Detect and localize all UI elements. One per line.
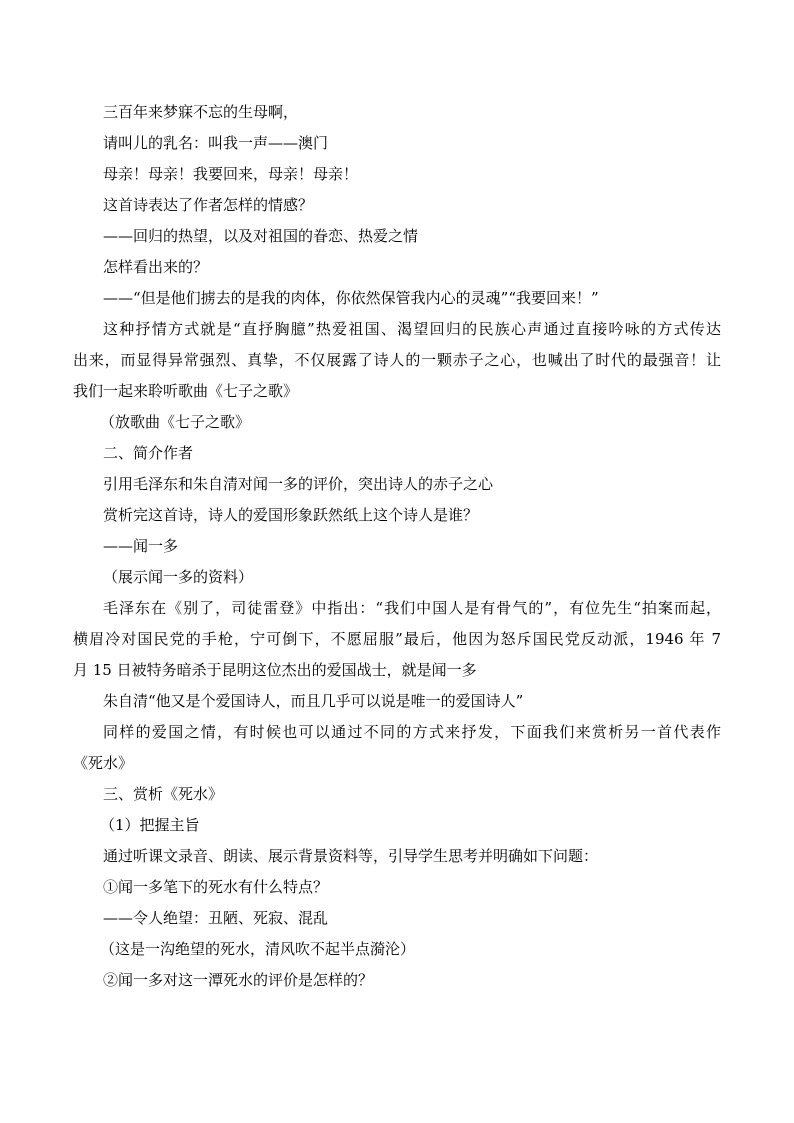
section-heading-2: 二、简介作者	[103, 444, 194, 462]
paragraph-line: 这种抒情方式就是“直抒胸臆”热爱祖国、渴望回归的民族心声通过直接吟咏的方式传达	[103, 320, 721, 338]
quote-note: （这是一沟绝望的死水，清风吹不起半点漪沦）	[100, 940, 416, 958]
question-2: ②闻一多对这一潭死水的评价是怎样的？	[103, 971, 374, 989]
paragraph-line: 同样的爱国之情，有时候也可以通过不同的方式来抒发，下面我们来赏析另一首代表作	[103, 723, 721, 741]
answer-how: ——“但是他们掳去的是我的肉体，你依然保管我内心的灵魂”“我要回来！”	[103, 289, 599, 307]
paragraph-line: 出来，而显得异常强烈、真挚，不仅展露了诗人的一颗赤子之心，也喊出了时代的最强音！让	[73, 351, 721, 369]
paragraph-line: 我们一起来聆听歌曲《七子之歌》	[73, 382, 299, 400]
paragraph-line: 通过听课文录音、朗读、展示背景资料等，引导学生思考并明确如下问题：	[103, 847, 599, 865]
answer-1: ——令人绝望：丑陋、死寂、混乱	[103, 909, 329, 927]
materials-note: （展示闻一多的资料）	[103, 568, 254, 586]
document-body	[73, 97, 721, 996]
question-poet: 赏析完这首诗，诗人的爱国形象跃然纸上这个诗人是谁？	[103, 506, 479, 524]
poem-line-2: 请叫儿的乳名：叫我一声——澳门	[103, 134, 329, 152]
poem-line-3: 母亲！母亲！我要回来，母亲！母亲！	[103, 165, 359, 183]
paragraph-line: 毛泽东在《别了，司徒雷登》中指出：“我们中国人是有骨气的”，有位先生“拍案而起，	[103, 599, 721, 617]
answer-poet: ——闻一多	[103, 537, 179, 555]
paragraph-line: 横眉冷对国民党的手枪，宁可倒下，不愿屈服”最后，他因为怒斥国民党反动派，1946 年 7	[73, 630, 721, 648]
subheading-theme: （1）把握主旨	[100, 816, 200, 834]
question-emotion: 这首诗表达了作者怎样的情感？	[103, 196, 314, 214]
answer-emotion: ——回归的热望，以及对祖国的眷恋、热爱之情	[103, 227, 419, 245]
paragraph-line: 《死水》	[73, 754, 134, 772]
song-note: （放歌曲《七子之歌》	[100, 413, 251, 431]
quote-zhu-ziqing: 朱自清“他又是个爱国诗人，而且几乎可以说是唯一的爱国诗人”	[103, 692, 524, 710]
paragraph-line: 引用毛泽东和朱自清对闻一多的评价，突出诗人的赤子之心	[103, 475, 494, 493]
section-heading-3: 三、赏析《死水》	[103, 785, 224, 803]
question-1: ①闻一多笔下的死水有什么特点？	[103, 878, 329, 896]
question-how: 怎样看出来的？	[103, 258, 209, 276]
poem-line-1: 三百年来梦寐不忘的生母啊，	[103, 103, 299, 121]
paragraph-line: 月 15 日被特务暗杀于昆明这位杰出的爱国战士，就是闻一多	[73, 661, 477, 679]
